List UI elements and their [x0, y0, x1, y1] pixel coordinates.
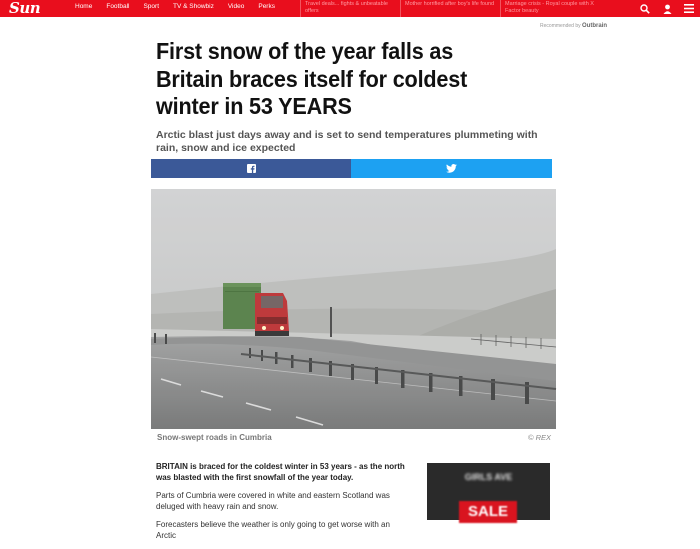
image-credit: © REX — [527, 433, 551, 442]
nav-teasers — [300, 0, 600, 17]
advert-title: GIRLS AVE — [464, 472, 513, 482]
facebook-share-button[interactable] — [151, 159, 351, 178]
outbrain-label: Recommended by — [540, 23, 581, 29]
article-body — [156, 462, 411, 549]
advert-sale-badge: SALE — [459, 501, 517, 523]
nav-teaser[interactable]: Mother horrified after boy's life found — [400, 0, 500, 17]
sun-logo[interactable]: Sun — [9, 0, 41, 17]
menu-icon[interactable] — [678, 0, 700, 17]
nav-teaser[interactable]: Travel deals... fights & unbeatable offers — [300, 0, 400, 17]
nav-teaser[interactable]: Marriage crisis - Royal couple with X Factor beauty — [500, 0, 600, 17]
article-hero-image[interactable] — [151, 189, 556, 429]
share-bar — [151, 159, 552, 178]
facebook-icon — [247, 164, 256, 173]
nav-link-sport[interactable]: Sport — [143, 3, 160, 10]
article-paragraph: Parts of Cumbria were covered in white and eastern Scotland was deluged with heavy rain and snow. — [156, 491, 390, 511]
search-icon[interactable] — [634, 0, 656, 17]
nav-icons — [634, 0, 700, 17]
top-nav-bar — [0, 0, 700, 17]
twitter-icon — [446, 164, 457, 173]
image-caption-bar — [151, 429, 556, 445]
nav-link-football[interactable]: Football — [106, 3, 130, 10]
article-headline: First snow of the year falls as Britain braces itself for coldest winter in 53 YEARS — [156, 38, 468, 119]
article-lead-paragraph: BRITAIN is braced for the coldest winter in 53 years - as the north was blasted with the first snowfall of the year today. — [156, 462, 405, 482]
article-paragraph: Forecasters believe the weather is only going to get worse with an Arctic — [156, 520, 390, 540]
nav-links — [75, 3, 289, 10]
nav-link-video[interactable]: Video — [227, 3, 245, 10]
outbrain-attribution[interactable] — [540, 23, 607, 29]
nav-link-tv-showbiz[interactable]: TV & Showbiz — [173, 3, 214, 10]
twitter-share-button[interactable] — [351, 159, 552, 178]
image-caption: Snow-swept roads in Cumbria — [157, 433, 272, 442]
nav-link-home[interactable]: Home — [75, 3, 93, 10]
nav-link-perks[interactable]: Perks — [258, 3, 275, 10]
article-subheadline: Arctic blast just days away and is set to send temperatures plummeting with rain, snow and ice expected — [156, 129, 538, 154]
user-icon[interactable] — [656, 0, 678, 17]
outbrain-brand: Outbrain — [582, 23, 607, 29]
sidebar-advert[interactable] — [427, 463, 550, 520]
